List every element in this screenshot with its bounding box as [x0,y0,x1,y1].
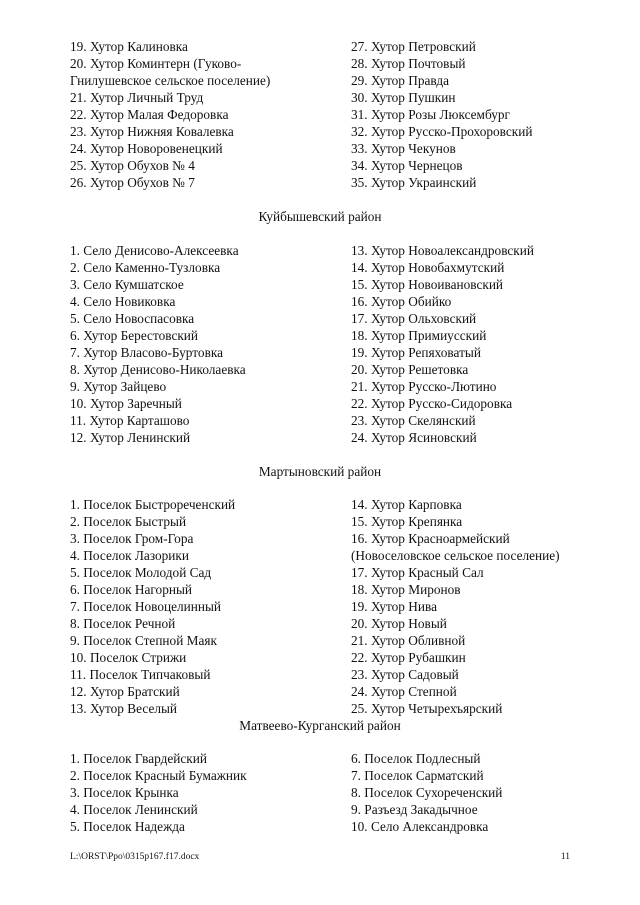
list-item: 8. Хутор Денисово-Николаевка [70,362,246,377]
kuibyshev-left-list [70,242,246,446]
list-item: (Новоселовское сельское поселение) [351,548,560,563]
list-item: 19. Хутор Нива [351,599,438,614]
list-item: 9. Поселок Степной Маяк [70,633,217,648]
section-heading-martynovsky: Мартыновский район [258,464,382,479]
list-item: 27. Хутор Петровский [351,39,476,54]
list-item: 20. Хутор Коминтерн (Гуково- [70,56,242,71]
list-item: 22. Хутор Малая Федоровка [70,107,229,122]
list-item: 17. Хутор Ольховский [351,311,477,326]
list-item: 16. Хутор Обийко [351,294,452,309]
list-item: 2. Поселок Быстрый [70,514,187,529]
list-item: 16. Хутор Красноармейский [351,531,510,546]
list-item: 1. Поселок Гвардейский [70,751,207,766]
section-heading-kuibyshev: Куйбышевский район [258,209,382,224]
list-item: 35. Хутор Украинский [351,175,477,190]
list-item: 19. Хутор Репяховатый [351,345,481,360]
list-item: 12. Хутор Ленинский [70,430,191,445]
list-item: 7. Хутор Власово-Буртовка [70,345,224,360]
list-item: 26. Хутор Обухов № 7 [70,175,195,190]
list-item: 13. Хутор Веселый [70,701,178,716]
list-item: 10. Село Александровка [351,819,489,834]
list-item: 25. Хутор Обухов № 4 [70,158,195,173]
list-item: 9. Разъезд Закадычное [351,802,478,817]
list-item: 15. Хутор Крепянка [351,514,463,529]
list-item: 5. Поселок Молодой Сад [70,565,212,580]
list-item: 25. Хутор Четырехъярский [351,701,503,716]
list-item: 6. Поселок Подлесный [351,751,481,766]
list-item: 11. Поселок Типчаковый [70,667,211,682]
list-item: 2. Село Каменно-Тузловка [70,260,221,275]
list-item: 20. Хутор Новый [351,616,447,631]
list-item: 33. Хутор Чекунов [351,141,456,156]
list-item: 5. Село Новоспасовка [70,311,195,326]
list-item: 12. Хутор Братский [70,684,180,699]
list-item: 15. Хутор Новоивановский [351,277,504,292]
list-item: 6. Поселок Нагорный [70,582,193,597]
list-item: 9. Хутор Зайцево [70,379,167,394]
list-item: 34. Хутор Чернецов [351,158,463,173]
footer-page-number: 11 [560,852,570,862]
list-item: 23. Хутор Садовый [351,667,459,682]
list-item: 20. Хутор Решетовка [351,362,469,377]
list-item: 3. Поселок Крынка [70,785,179,800]
section-heading-matveevo: Матвеево-Курганский район [239,718,401,733]
list-item: 2. Поселок Красный Бумажник [70,768,247,783]
block1-right-list [351,38,532,191]
list-item: 18. Хутор Миронов [351,582,461,597]
list-item: 21. Хутор Русско-Лютино [351,379,497,394]
list-item: 11. Хутор Карташово [70,413,190,428]
list-item: 4. Поселок Ленинский [70,802,198,817]
list-item: 32. Хутор Русско-Прохоровский [351,124,533,139]
list-item: 23. Хутор Нижняя Ковалевка [70,124,234,139]
list-item: 14. Хутор Карповка [351,497,462,512]
list-item: 24. Хутор Ясиновский [351,430,477,445]
list-item: 3. Село Кумшатское [70,277,184,292]
list-item: 4. Поселок Лазорики [70,548,189,563]
list-item: 28. Хутор Почтовый [351,56,466,71]
list-item: 3. Поселок Гром-Гора [70,531,194,546]
footer-file-path: L:\ORST\Ppo\0315p167.f17.docx [70,852,200,862]
list-item: 30. Хутор Пушкин [351,90,456,105]
list-item: 22. Хутор Русско-Сидоровка [351,396,513,411]
list-item: 21. Хутор Обливной [351,633,466,648]
list-item: 8. Поселок Речной [70,616,176,631]
list-item: 14. Хутор Новобахмутский [351,260,505,275]
list-item: 13. Хутор Новоалександровский [351,243,534,258]
kuibyshev-right-list [351,242,534,446]
list-item: 7. Поселок Сарматский [351,768,484,783]
list-item: 1. Поселок Быстрореченский [70,497,236,512]
martynovsky-right-list [351,496,560,717]
list-item: 4. Село Новиковка [70,294,176,309]
list-item: 17. Хутор Красный Сал [351,565,484,580]
list-item: Гнилушевское сельское поселение) [70,73,271,88]
list-item: 29. Хутор Правда [351,73,450,88]
list-item: 1. Село Денисово-Алексеевка [70,243,239,258]
list-item: 10. Хутор Заречный [70,396,182,411]
list-item: 24. Хутор Новоровенецкий [70,141,223,156]
list-item: 8. Поселок Сухореченский [351,785,503,800]
list-item: 18. Хутор Примиусский [351,328,487,343]
list-item: 7. Поселок Новоцелинный [70,599,222,614]
list-item: 19. Хутор Калиновка [70,39,188,54]
matveevo-left-list [70,750,247,835]
list-item: 22. Хутор Рубашкин [351,650,466,665]
list-item: 24. Хутор Степной [351,684,457,699]
list-item: 10. Поселок Стрижи [70,650,187,665]
martynovsky-left-list [70,496,235,717]
matveevo-right-list [351,750,502,835]
block1-left-list [70,38,270,191]
list-item: 6. Хутор Берестовский [70,328,199,343]
list-item: 23. Хутор Скелянский [351,413,476,428]
list-item: 31. Хутор Розы Люксембург [351,107,510,122]
list-item: 21. Хутор Личный Труд [70,90,204,105]
list-item: 5. Поселок Надежда [70,819,185,834]
